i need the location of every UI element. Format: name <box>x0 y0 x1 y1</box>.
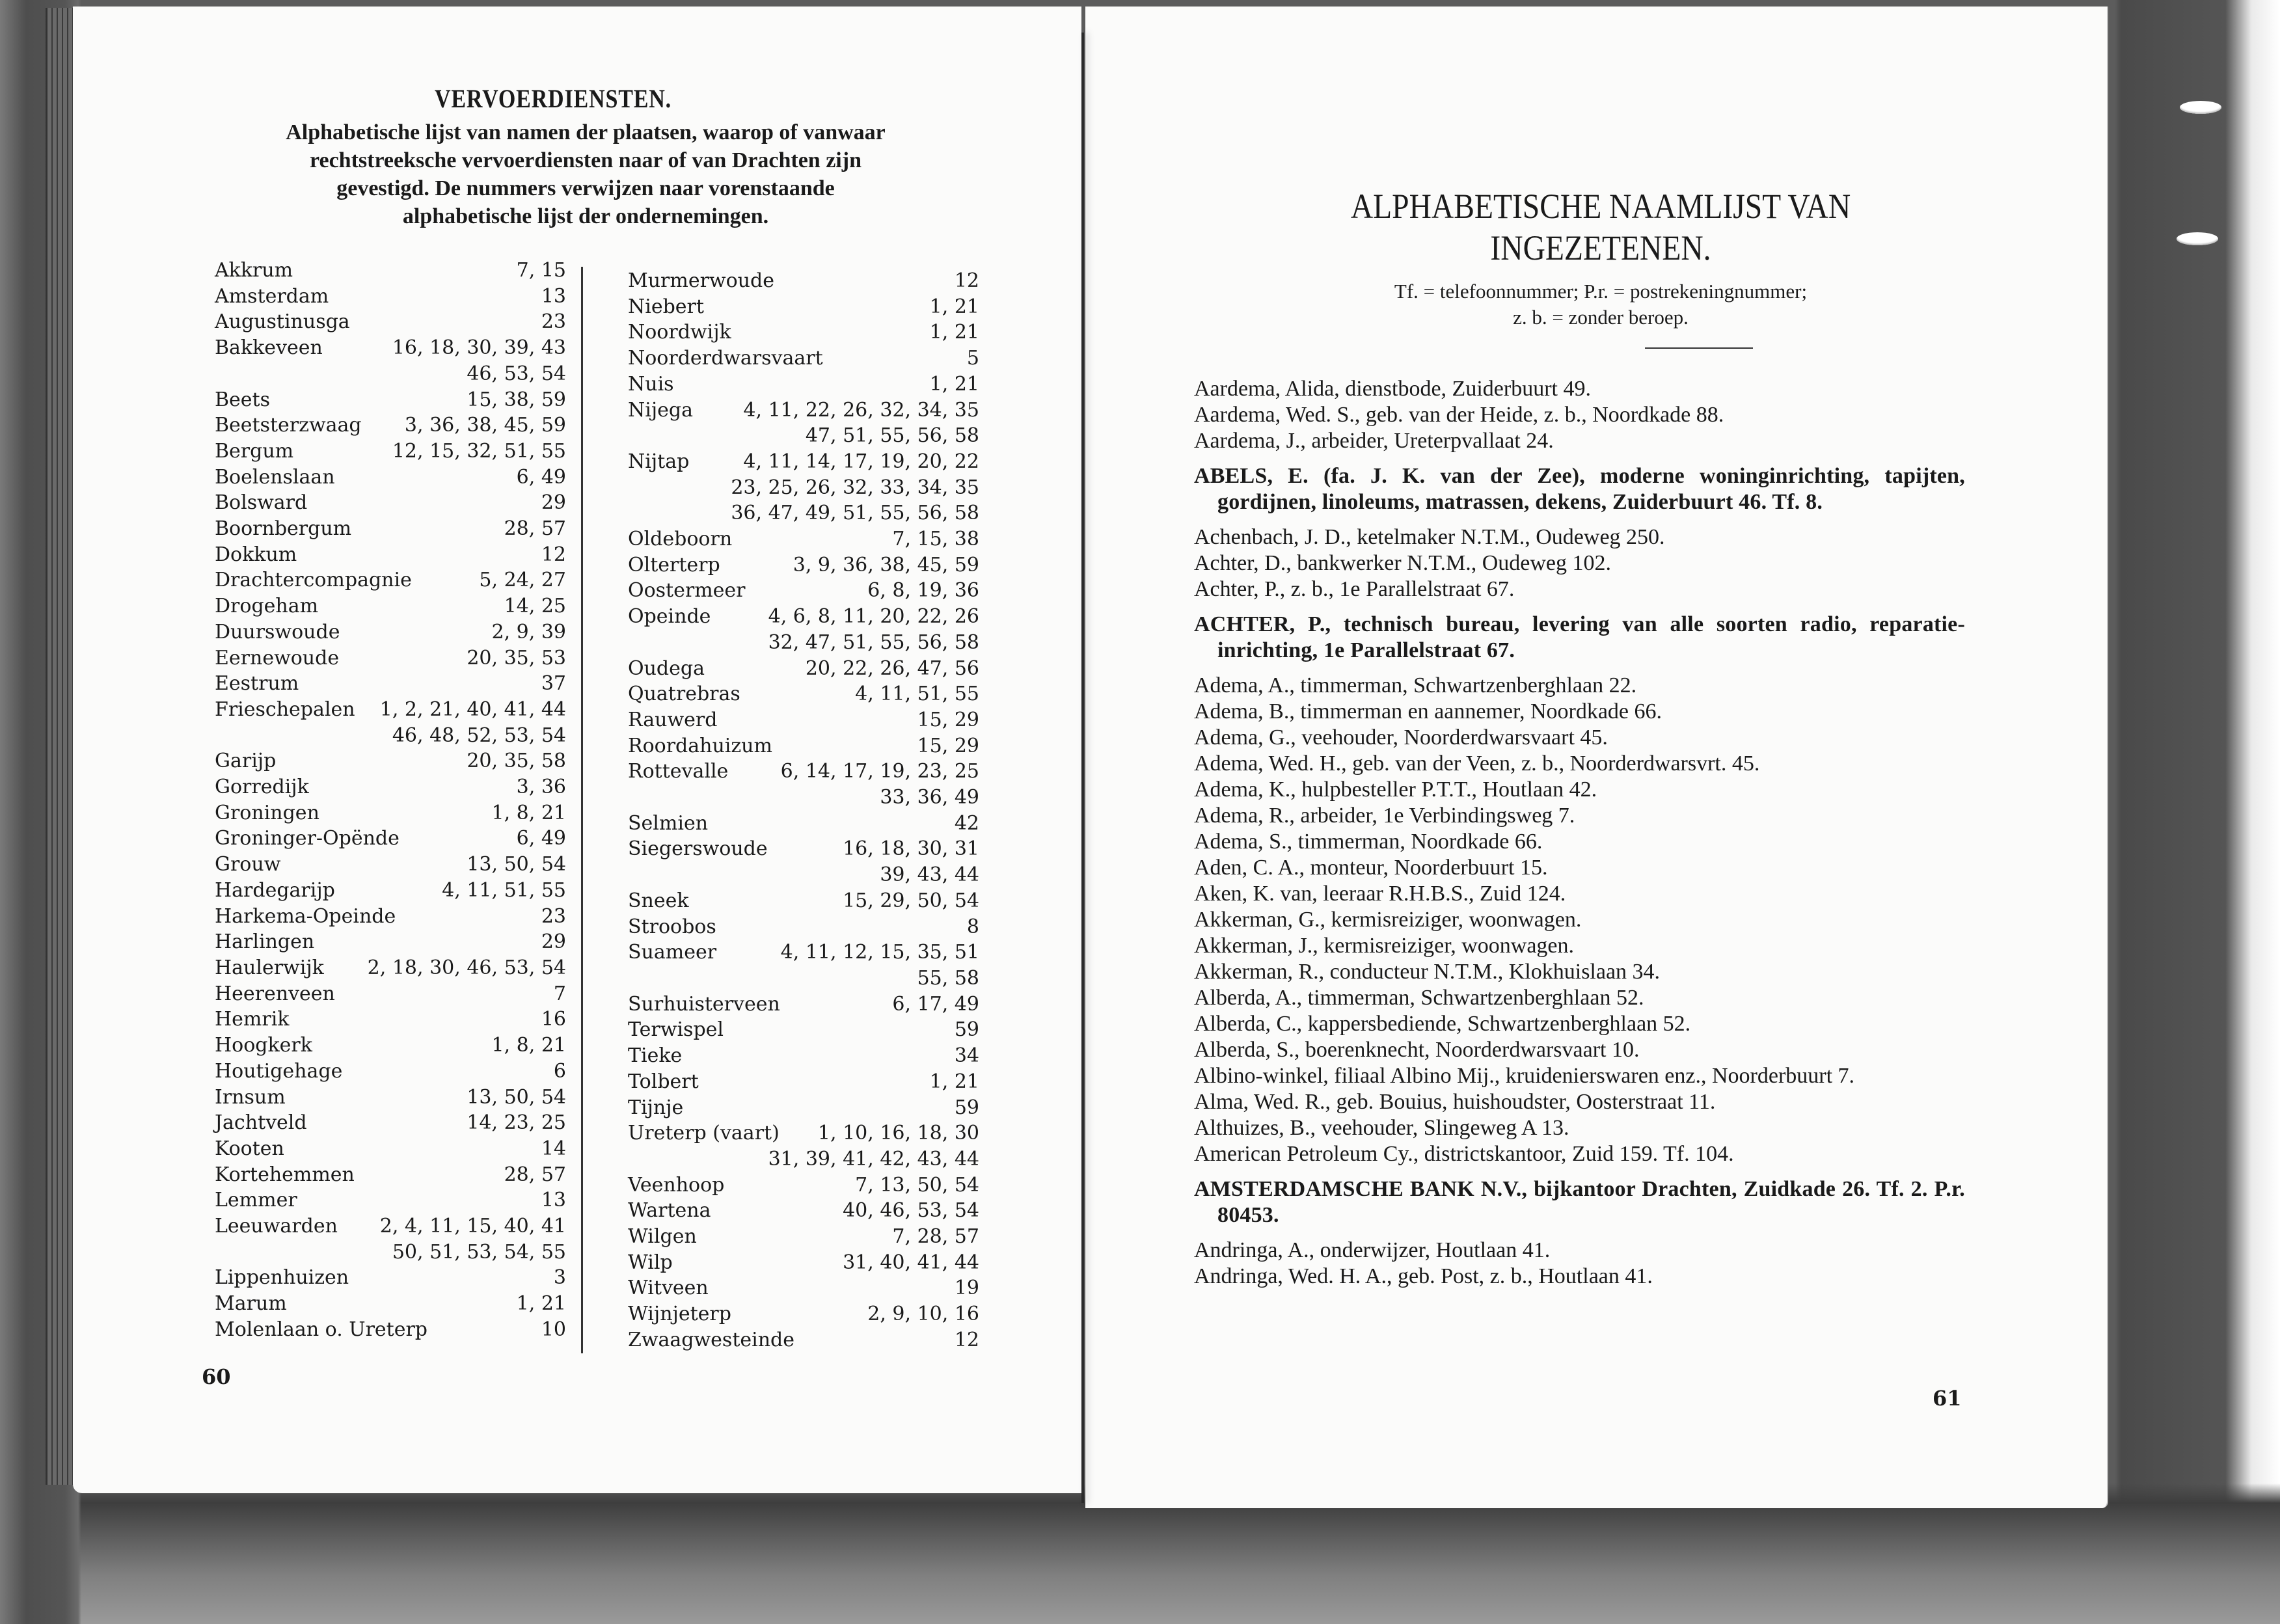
resident-entry: Aden, C. A., monteur, Noorderbuurt 15. <box>1194 856 1548 880</box>
place-row <box>215 1187 566 1213</box>
resident-entry: Adema, A., timmerman, Schwartzenberghlaan 22. <box>1194 673 1637 697</box>
reference-numbers: 1, 10, 16, 18, 30 <box>817 1122 979 1145</box>
place-name: Eernewoude <box>215 646 340 670</box>
business-entry: ABELS, E. (fa. J. K. van der Zee), moderne woninginrichting, tapijten, gordijnen, linoleums, matrassen, dekens, Zuiderbuurt 46. Tf. 8. <box>1194 464 1965 514</box>
place-row <box>628 449 979 475</box>
place-name: Eestrum <box>215 672 299 696</box>
reference-numbers: 7, 28, 57 <box>892 1225 979 1249</box>
resident-entry: Alma, Wed. R., geb. Bouius, huishoudster, Oosterstraat 11. <box>1194 1090 1716 1114</box>
resident-entry: Adema, R., arbeider, 1e Verbindingsweg 7. <box>1194 804 1575 828</box>
resident-entry: Aardema, J., arbeider, Ureterpvallaat 24. <box>1194 429 1554 453</box>
place-row <box>628 1327 979 1353</box>
reference-numbers: 12 <box>954 269 979 292</box>
reference-numbers: 6, 49 <box>516 465 566 489</box>
resident-entry: Albino-winkel, filiaal Albino Mij., kruidenierswaren enz., Noorderbuurt 7. <box>1194 1064 1855 1088</box>
place-name: Boornbergum <box>215 517 352 541</box>
places-column-1 <box>215 258 566 1343</box>
resident-entry: Achenbach, J. D., ketelmaker N.T.M., Oudeweg 250. <box>1194 525 1665 549</box>
reference-numbers: 7, 15, 38 <box>892 528 979 551</box>
reference-numbers: 50, 51, 53, 54, 55 <box>392 1240 566 1264</box>
reference-numbers: 31, 40, 41, 44 <box>843 1251 979 1274</box>
place-name: Groningen <box>215 801 319 824</box>
place-name: Ureterp (vaart) <box>628 1122 780 1145</box>
reference-numbers: 33, 36, 49 <box>880 786 979 809</box>
place-row <box>628 733 979 759</box>
place-row <box>628 578 979 604</box>
reference-numbers: 32, 47, 51, 55, 56, 58 <box>768 630 979 654</box>
reference-numbers: 15, 29, 50, 54 <box>843 889 979 912</box>
reference-numbers: 28, 57 <box>504 517 566 541</box>
place-row <box>215 258 566 284</box>
section-title-right <box>1269 185 1933 269</box>
reference-numbers: 20, 22, 26, 47, 56 <box>805 656 979 680</box>
reference-numbers: 42 <box>954 811 979 835</box>
place-name: Hardegarijp <box>215 878 335 902</box>
resident-entry: Aardema, Alida, dienstbode, Zuiderbuurt 49. <box>1194 377 1591 401</box>
place-row <box>628 500 979 526</box>
places-column-2 <box>628 268 979 1353</box>
place-row <box>628 345 979 372</box>
place-row <box>215 387 566 413</box>
resident-entry: Adema, S., timmerman, Noordkade 66. <box>1194 830 1543 854</box>
place-row <box>215 852 566 878</box>
place-row <box>628 759 979 785</box>
reference-numbers: 1, 21 <box>516 1292 566 1316</box>
reference-numbers: 46, 48, 52, 53, 54 <box>392 724 566 747</box>
page-number-left: 60 <box>202 1364 231 1389</box>
place-name: Opeinde <box>628 605 711 629</box>
place-name: Irnsum <box>215 1085 286 1109</box>
place-name: Tolbert <box>628 1070 699 1093</box>
place-name: Bergum <box>215 439 294 463</box>
resident-entry: Adema, B., timmerman en aannemer, Noordkade 66. <box>1194 699 1663 724</box>
place-row <box>215 284 566 310</box>
resident-entry: American Petroleum Cy., districtskantoor, Zuid 159. Tf. 104. <box>1194 1142 1734 1166</box>
reference-numbers: 15, 38, 59 <box>467 388 566 411</box>
reference-numbers: 23, 25, 26, 32, 33, 34, 35 <box>731 476 979 499</box>
place-name: Roordahuizum <box>628 734 772 757</box>
resident-entry: Achter, P., z. b., 1e Parallelstraat 67. <box>1194 577 1515 601</box>
place-row <box>628 1275 979 1301</box>
place-name: Selmien <box>628 811 709 835</box>
place-row <box>215 800 566 826</box>
place-row <box>215 826 566 852</box>
place-row <box>628 836 979 862</box>
legend-line: Tf. = telefoonnummer; P.r. = postrekeningnummer; <box>1394 280 1808 303</box>
place-row <box>215 335 566 361</box>
reference-numbers: 16, 18, 30, 39, 43 <box>392 336 566 360</box>
place-name: Nijtap <box>628 450 690 473</box>
place-name: Veenhoop <box>628 1173 725 1197</box>
reference-numbers: 6, 8, 19, 36 <box>867 579 979 602</box>
place-name: Gorredijk <box>215 776 309 799</box>
reference-numbers: 19 <box>954 1277 979 1300</box>
place-row <box>628 1301 979 1327</box>
place-row <box>628 294 979 320</box>
place-name: Noordwijk <box>628 321 731 344</box>
place-row <box>215 981 566 1007</box>
reference-numbers: 29 <box>541 930 566 954</box>
place-row <box>215 878 566 904</box>
place-name: Surhuisterveen <box>628 992 780 1016</box>
place-name: Bakkeveen <box>215 336 323 360</box>
reference-numbers: 4, 11, 14, 17, 19, 20, 22 <box>743 450 979 473</box>
place-row <box>215 413 566 439</box>
place-name: Heerenveen <box>215 982 335 1005</box>
place-name: Leeuwarden <box>215 1215 338 1238</box>
reference-numbers: 6, 49 <box>516 827 566 850</box>
place-row <box>628 630 979 656</box>
place-row <box>628 656 979 682</box>
resident-entry: Adema, K., hulpbesteller P.T.T., Houtlaan 42. <box>1194 778 1597 802</box>
place-name: Oldeboorn <box>628 528 733 551</box>
place-row <box>628 1146 979 1172</box>
punch-hole-icon <box>2180 101 2221 114</box>
place-row <box>215 1007 566 1033</box>
reference-numbers: 7 <box>553 982 566 1005</box>
place-name: Murmerwoude <box>628 269 774 292</box>
section-intro <box>215 118 957 230</box>
reference-numbers: 8 <box>966 915 979 938</box>
place-row <box>628 914 979 940</box>
place-row <box>215 955 566 981</box>
place-row <box>215 490 566 516</box>
reference-numbers: 1, 2, 21, 40, 41, 44 <box>379 697 566 721</box>
reference-numbers: 4, 11, 51, 55 <box>855 683 979 706</box>
place-row <box>628 785 979 811</box>
reference-numbers: 46, 53, 54 <box>467 362 566 385</box>
reference-numbers: 13, 50, 54 <box>467 1085 566 1109</box>
place-row <box>628 1095 979 1121</box>
reference-numbers: 4, 11, 51, 55 <box>442 878 566 902</box>
intro-line: gevestigd. De nummers verwijzen naar vorenstaande <box>336 176 835 200</box>
place-row <box>628 1120 979 1146</box>
resident-entry: Akkerman, R., conducteur N.T.M., Klokhuislaan 34. <box>1194 960 1661 984</box>
place-row <box>628 1198 979 1224</box>
place-row <box>215 1265 566 1291</box>
reference-numbers: 14 <box>541 1137 566 1160</box>
place-name: Garijp <box>215 750 277 773</box>
abbreviation-legend <box>1223 278 1978 331</box>
place-name: Wartena <box>628 1199 711 1223</box>
place-row <box>628 475 979 501</box>
place-name: Beets <box>215 388 271 411</box>
place-row <box>215 748 566 774</box>
reference-numbers: 7, 15 <box>516 259 566 282</box>
place-row <box>215 361 566 387</box>
place-name: Tieke <box>628 1044 683 1068</box>
intro-line: alphabetische lijst der ondernemingen. <box>402 204 769 228</box>
place-row <box>215 645 566 671</box>
place-name: Niebert <box>628 295 704 318</box>
place-name: Rauwerd <box>628 708 718 731</box>
place-row <box>628 888 979 914</box>
resident-entry: Adema, Wed. H., geb. van der Veen, z. b., Noorderdwarsvrt. 45. <box>1194 751 1760 776</box>
reference-numbers: 1, 21 <box>929 1070 979 1093</box>
reference-numbers: 16 <box>541 1008 566 1031</box>
reference-numbers: 15, 29 <box>917 708 979 731</box>
reference-numbers: 16, 18, 30, 31 <box>843 837 979 861</box>
place-row <box>628 398 979 424</box>
place-name: Harlingen <box>215 930 315 954</box>
place-row <box>215 465 566 491</box>
reference-numbers: 7, 13, 50, 54 <box>855 1173 979 1197</box>
place-name: Augustinusga <box>215 310 350 334</box>
place-name: Houtigehage <box>215 1059 343 1083</box>
place-name: Wijnjeterp <box>628 1303 731 1326</box>
punch-hole-icon <box>2177 232 2218 245</box>
place-row <box>628 1172 979 1198</box>
place-name: Lemmer <box>215 1189 297 1212</box>
reference-numbers: 20, 35, 58 <box>467 750 566 773</box>
place-row <box>628 552 979 578</box>
title-line: INGEZETENEN. <box>1490 228 1711 267</box>
reference-numbers: 3, 36 <box>516 776 566 799</box>
book-spine <box>1081 33 1084 1503</box>
reference-numbers: 23 <box>541 310 566 334</box>
place-row <box>215 774 566 800</box>
place-name: Harkema-Opeinde <box>215 904 396 928</box>
place-row <box>628 319 979 345</box>
place-name: Lippenhuizen <box>215 1266 349 1290</box>
place-row <box>215 1110 566 1136</box>
reference-numbers: 55, 58 <box>917 966 979 990</box>
reference-numbers: 14, 23, 25 <box>467 1111 566 1135</box>
place-row <box>628 1017 979 1043</box>
resident-entry: Althuizes, B., veehouder, Slingeweg A 13. <box>1194 1116 1569 1140</box>
place-row <box>215 439 566 465</box>
section-title: VERVOERDIENSTEN. <box>434 84 672 113</box>
place-row <box>628 1250 979 1276</box>
place-row <box>628 526 979 552</box>
place-row <box>215 1059 566 1085</box>
reference-numbers: 13 <box>541 1189 566 1212</box>
place-name: Sneek <box>628 889 689 912</box>
place-name: Zwaagwesteinde <box>628 1328 795 1351</box>
place-row <box>628 268 979 294</box>
place-row <box>628 681 979 707</box>
reference-numbers: 3 <box>553 1266 566 1290</box>
place-name: Olterterp <box>628 553 720 576</box>
place-name: Akkrum <box>215 259 293 282</box>
place-row <box>215 567 566 593</box>
reference-numbers: 31, 39, 41, 42, 43, 44 <box>768 1147 979 1171</box>
reference-numbers: 2, 4, 11, 15, 40, 41 <box>379 1215 566 1238</box>
reference-numbers: 3, 36, 38, 45, 59 <box>404 414 566 437</box>
place-row <box>215 697 566 723</box>
resident-entry: Alberda, C., kappersbediende, Schwartzenberghlaan 52. <box>1194 1012 1691 1036</box>
reference-numbers: 5 <box>966 347 979 370</box>
place-row <box>215 593 566 619</box>
title-line: ALPHABETISCHE NAAMLIJST VAN <box>1350 187 1851 226</box>
place-name: Haulerwijk <box>215 956 324 979</box>
place-name: Siegerswoude <box>628 837 768 861</box>
business-entry: ACHTER, P., technisch bureau, levering van alle soorten radio, reparatie-inrichting, 1e Parallelstraat 67. <box>1194 612 1965 662</box>
reference-numbers: 6, 17, 49 <box>892 992 979 1016</box>
place-row <box>628 1069 979 1095</box>
place-row <box>215 542 566 568</box>
reference-numbers: 59 <box>954 1096 979 1119</box>
page-number-right: 61 <box>1933 1386 1962 1411</box>
place-row <box>215 1085 566 1111</box>
place-row <box>628 862 979 888</box>
reference-numbers: 13, 50, 54 <box>467 853 566 876</box>
place-name: Grouw <box>215 853 281 876</box>
reference-numbers: 1, 21 <box>929 295 979 318</box>
reference-numbers: 23 <box>541 904 566 928</box>
reference-numbers: 15, 29 <box>917 734 979 757</box>
place-row <box>215 1213 566 1239</box>
resident-entry: Andringa, Wed. H. A., geb. Post, z. b., Houtlaan 41. <box>1194 1264 1653 1288</box>
place-row <box>215 1033 566 1059</box>
reference-numbers: 47, 51, 55, 56, 58 <box>805 424 979 448</box>
place-name: Wilgen <box>628 1225 697 1249</box>
place-name: Hemrik <box>215 1008 290 1031</box>
place-row <box>628 604 979 630</box>
reference-numbers: 28, 57 <box>504 1163 566 1186</box>
place-row <box>215 1317 566 1343</box>
reference-numbers: 13 <box>541 284 566 308</box>
place-name: Nijega <box>628 398 693 422</box>
reference-numbers: 2, 9, 10, 16 <box>867 1303 979 1326</box>
place-name: Witveen <box>628 1277 709 1300</box>
place-row <box>628 1224 979 1250</box>
reference-numbers: 6 <box>553 1059 566 1083</box>
place-name: Hoogkerk <box>215 1034 312 1057</box>
resident-entry: Alberda, S., boerenknecht, Noorderdwarsvaart 10. <box>1194 1038 1640 1062</box>
reference-numbers: 4, 11, 12, 15, 35, 51 <box>780 941 979 964</box>
reference-numbers: 14, 25 <box>504 595 566 618</box>
reference-numbers: 37 <box>541 672 566 696</box>
place-name: Rottevalle <box>628 760 729 783</box>
reference-numbers: 59 <box>954 1018 979 1042</box>
place-name: Frieschepalen <box>215 697 355 721</box>
reference-numbers: 1, 8, 21 <box>491 1034 566 1057</box>
place-name: Oostermeer <box>628 579 746 602</box>
place-row <box>628 372 979 398</box>
place-name: Kooten <box>215 1137 284 1160</box>
intro-line: Alphabetische lijst van namen der plaatsen, waarop of vanwaar <box>286 120 886 144</box>
reference-numbers: 4, 11, 22, 26, 32, 34, 35 <box>743 398 979 422</box>
reference-numbers: 39, 43, 44 <box>880 863 979 887</box>
place-row <box>215 723 566 749</box>
place-name: Oudega <box>628 656 705 680</box>
resident-list <box>1194 376 1965 1290</box>
reference-numbers: 1, 8, 21 <box>491 801 566 824</box>
place-name: Drachtercompagnie <box>215 569 412 592</box>
resident-entry: Adema, G., veehouder, Noorderdwarsvaart 45. <box>1194 725 1608 750</box>
place-row <box>215 929 566 955</box>
resident-entry: Akkerman, J., kermisreiziger, woonwagen. <box>1194 934 1575 958</box>
reference-numbers: 1, 21 <box>929 372 979 396</box>
place-name: Marum <box>215 1292 287 1316</box>
reference-numbers: 2, 9, 39 <box>491 620 566 643</box>
place-name: Quatrebras <box>628 683 740 706</box>
place-row <box>215 671 566 697</box>
place-row <box>215 1291 566 1317</box>
place-row <box>215 904 566 930</box>
reference-numbers: 12, 15, 32, 51, 55 <box>392 439 566 463</box>
reference-numbers: 6, 14, 17, 19, 23, 25 <box>780 760 979 783</box>
place-name: Stroobos <box>628 915 716 938</box>
place-name: Duurswoude <box>215 620 340 643</box>
place-name: Bolsward <box>215 491 308 515</box>
place-row <box>628 992 979 1018</box>
reference-numbers: 36, 47, 49, 51, 55, 56, 58 <box>731 502 979 525</box>
resident-entry: Andringa, A., onderwijzer, Houtlaan 41. <box>1194 1238 1551 1262</box>
place-row <box>215 1162 566 1188</box>
place-row <box>628 707 979 733</box>
reference-numbers: 12 <box>954 1328 979 1351</box>
reference-numbers: 2, 18, 30, 46, 53, 54 <box>367 956 566 979</box>
place-name: Noorderdwarsvaart <box>628 347 823 370</box>
place-row <box>215 1239 566 1265</box>
place-name: Tijnje <box>628 1096 684 1119</box>
reference-numbers: 12 <box>541 543 566 566</box>
place-name: Dokkum <box>215 543 297 566</box>
place-name: Suameer <box>628 941 717 964</box>
place-name: Nuis <box>628 372 674 396</box>
resident-entry: Aardema, Wed. S., geb. van der Heide, z. b., Noordkade 88. <box>1194 403 1724 427</box>
resident-entry: Akkerman, G., kermisreiziger, woonwagen. <box>1194 908 1582 932</box>
place-row <box>215 1136 566 1162</box>
place-name: Wilp <box>628 1251 673 1274</box>
place-name: Beetsterzwaag <box>215 414 362 437</box>
place-row <box>628 966 979 992</box>
column-divider <box>581 267 583 1353</box>
place-row <box>215 619 566 645</box>
place-name: Boelenslaan <box>215 465 335 489</box>
business-entry: AMSTERDAMSCHE BANK N.V., bijkantoor Drachten, Zuidkade 26. Tf. 2. P.r. 80453. <box>1194 1177 1965 1227</box>
place-name: Groninger-Opënde <box>215 827 400 850</box>
intro-line: rechtstreeksche vervoerdiensten naar of van Drachten zijn <box>310 148 862 172</box>
place-row <box>628 1043 979 1069</box>
place-row <box>215 516 566 542</box>
place-row <box>628 811 979 837</box>
place-row <box>215 309 566 335</box>
reference-numbers: 5, 24, 27 <box>479 569 566 592</box>
resident-entry: Aken, K. van, leeraar R.H.B.S., Zuid 124. <box>1194 882 1566 906</box>
legend-line: z. b. = zonder beroep. <box>1513 306 1689 329</box>
resident-entry: Achter, D., bankwerker N.T.M., Oudeweg 102. <box>1194 551 1611 575</box>
place-name: Drogeham <box>215 595 319 618</box>
reference-numbers: 34 <box>954 1044 979 1068</box>
reference-numbers: 1, 21 <box>929 321 979 344</box>
reference-numbers: 20, 35, 53 <box>467 646 566 670</box>
reference-numbers: 3, 9, 36, 38, 45, 59 <box>793 553 979 576</box>
resident-entry: Alberda, A., timmerman, Schwartzenberghlaan 52. <box>1194 986 1644 1010</box>
reference-numbers: 10 <box>541 1318 566 1341</box>
reference-numbers: 4, 6, 8, 11, 20, 22, 26 <box>768 605 979 629</box>
place-row <box>628 940 979 966</box>
place-name: Kortehemmen <box>215 1163 355 1186</box>
divider-rule <box>1645 347 1753 349</box>
place-name: Jachtveld <box>215 1111 307 1135</box>
place-name: Terwispel <box>628 1018 724 1042</box>
reference-numbers: 40, 46, 53, 54 <box>843 1199 979 1223</box>
place-name: Molenlaan o. Ureterp <box>215 1318 428 1341</box>
place-row <box>628 423 979 449</box>
reference-numbers: 29 <box>541 491 566 515</box>
place-name: Amsterdam <box>215 284 329 308</box>
